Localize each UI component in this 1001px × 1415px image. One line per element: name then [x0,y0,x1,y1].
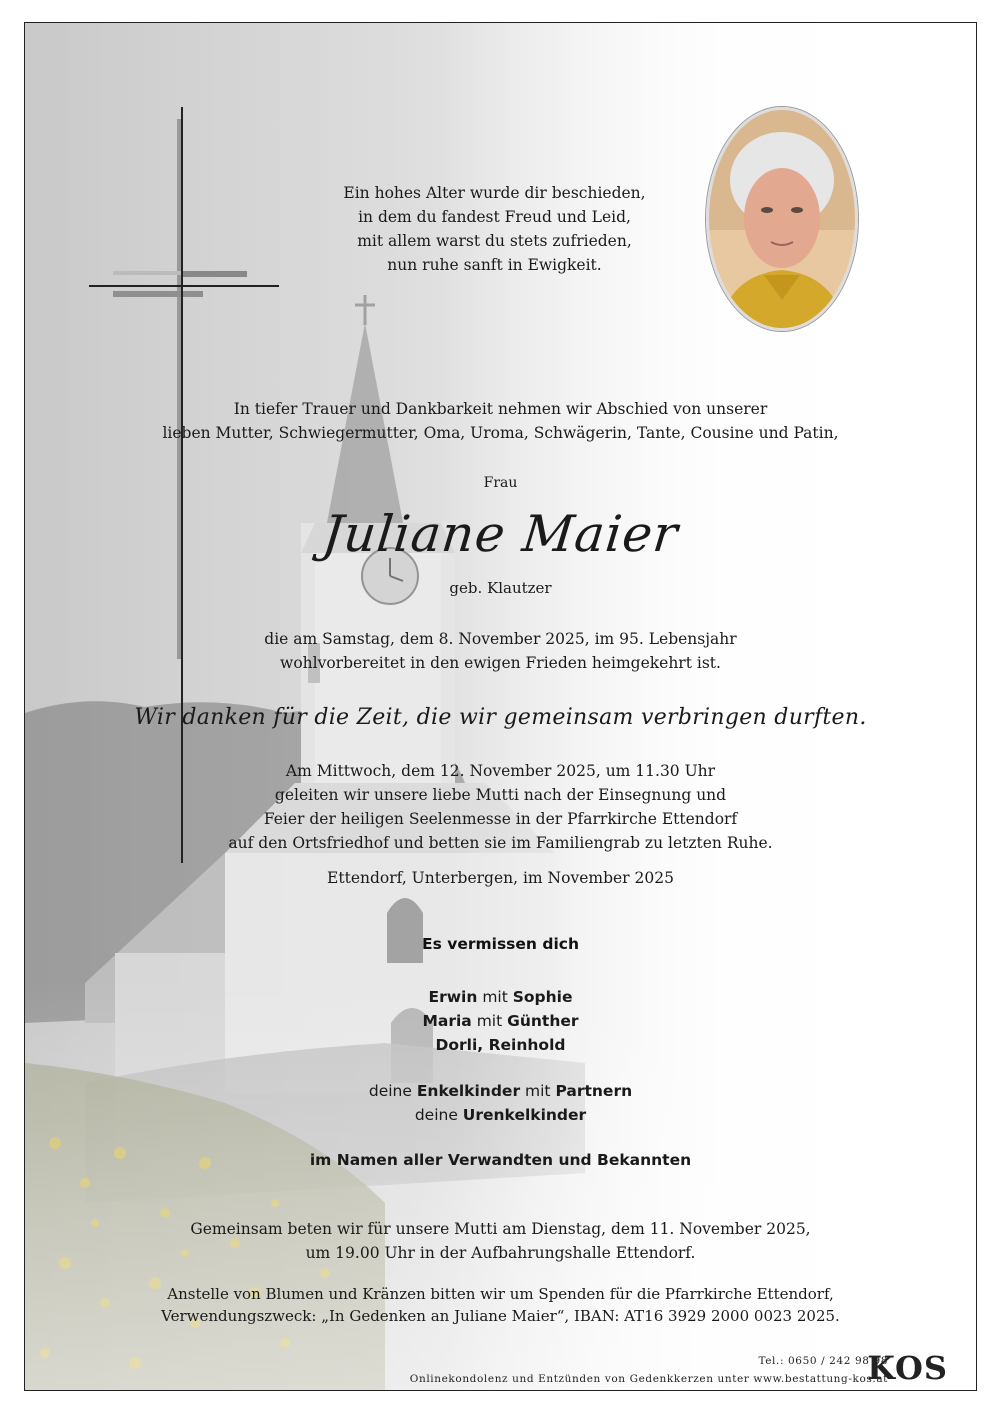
donation-notice [25,1283,976,1327]
prayer-line: Gemeinsam beten wir für unsere Mutti am Dienstag, dem 11. November 2025, [190,1220,811,1238]
prayer-notice [25,1217,976,1265]
parte-frame [24,22,977,1391]
funeral-line: Am Mittwoch, dem 12. November 2025, um 11.30 Uhr [285,762,716,780]
family-entry: Erwin mit Sophie [428,988,573,1006]
death-line: die am Samstag, dem 8. November 2025, im 95. Lebensjahr [264,630,737,648]
verse-line: Ein hohes Alter wurde dir beschieden, [343,184,646,202]
family-entry: Dorli, Reinhold [435,1036,566,1054]
deceased-name: Juliane Maier [319,505,682,563]
intro-line: lieben Mutter, Schwiegermutter, Oma, Uroma, Schwägerin, Tante, Cousine und Patin, [162,424,839,442]
grandchildren-entry: deine Enkelkinder mit Partnern [368,1082,633,1100]
motto: Wir danken für die Zeit, die wir gemeinsam verbringen durften. [134,705,867,730]
verse-line: nun ruhe sanft in Ewigkeit. [387,256,602,274]
missed-heading: Es vermissen dich [422,935,579,953]
family-list [25,985,976,1057]
place-date: Ettendorf, Unterbergen, im November 2025 [327,869,674,887]
funeral-line: Feier der heiligen Seelenmesse in der Pfarrkirche Ettendorf [263,810,738,828]
death-notice [25,627,976,675]
death-line: wohlvorbereitet in den ewigen Frieden heimgekehrt ist. [280,654,721,672]
donation-line: Anstelle von Blumen und Kränzen bitten wir um Spenden für die Pfarrkirche Ettendorf, [167,1285,834,1303]
funeral-line: auf den Ortsfriedhof und betten sie im Familiengrab zu letzten Ruhe. [228,834,773,852]
verse-line: mit allem warst du stets zufrieden, [357,232,632,250]
maiden-name: geb. Klautzer [449,579,552,597]
footer-website[interactable]: Onlinekondolenz und Entzünden von Gedenkkerzen unter www.bestattung-kos.at [409,1373,888,1385]
intro-text [25,397,976,445]
donation-line: Verwendungszweck: „In Gedenken an Juliane Maier“, IBAN: AT16 3929 2000 0023 2025. [161,1307,840,1325]
grandchildren [25,1079,976,1127]
funeral-line: geleiten wir unsere liebe Mutti nach der Einsegnung und [274,786,727,804]
prayer-line: um 19.00 Uhr in der Aufbahrungshalle Ettendorf. [305,1244,696,1262]
relatives-line: im Namen aller Verwandten und Bekannten [309,1151,692,1169]
intro-line: In tiefer Trauer und Dankbarkeit nehmen wir Abschied von unserer [233,400,768,418]
salutation: Frau [483,475,518,491]
footer-phone: Tel.: 0650 / 242 98 98 [758,1355,888,1367]
verse-line: in dem du fandest Freud und Leid, [358,208,631,226]
funeral-details [25,759,976,855]
memorial-verse [25,181,976,277]
great-grandchildren-entry: deine Urenkelkinder [414,1106,587,1124]
family-entry: Maria mit Günther [422,1012,579,1030]
kos-logo: KOS [867,1349,948,1387]
